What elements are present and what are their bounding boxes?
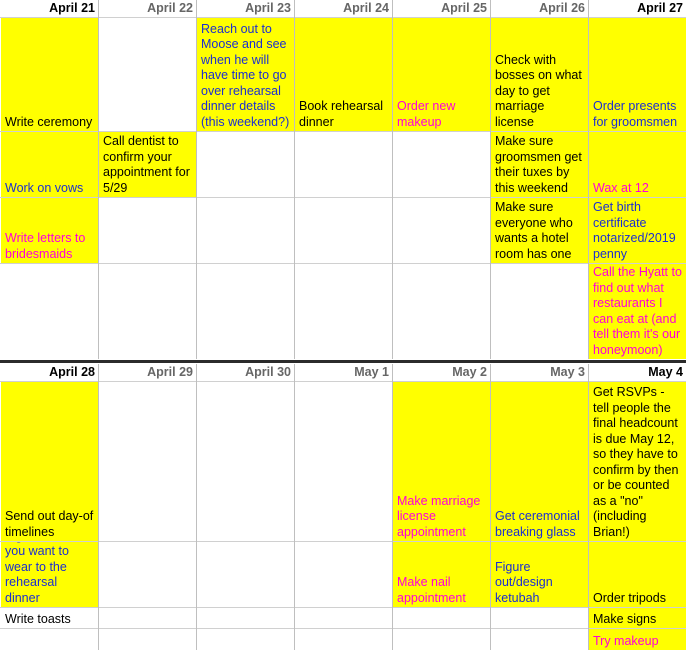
empty-cell[interactable]: [393, 264, 490, 359]
task-text: Reach out to Moose and see when he will have time to go over rehearsal dinner details (this weekend?): [201, 21, 290, 129]
task-cell[interactable]: [1, 18, 98, 131]
task-text: you want to wear to the rehearsal dinner: [5, 544, 69, 605]
task-cell[interactable]: [491, 132, 588, 197]
grid-row-line: [0, 197, 686, 198]
task-text: Book rehearsal dinner: [299, 99, 384, 129]
task-text: Get ceremonial breaking glass: [495, 509, 580, 539]
empty-cell[interactable]: [393, 198, 490, 263]
grid-row-line: [0, 381, 686, 382]
task-text: Wax at 12: [593, 180, 649, 195]
empty-cell[interactable]: [295, 542, 392, 607]
task-text: Make signs: [593, 611, 657, 626]
empty-cell[interactable]: [197, 198, 294, 263]
week-separator: [0, 360, 686, 363]
task-cell[interactable]: [99, 132, 196, 197]
grid-column-line: [196, 0, 197, 359]
day-header[interactable]: April 25: [441, 1, 487, 15]
task-cell[interactable]: [589, 18, 686, 131]
task-cell[interactable]: [589, 132, 686, 197]
grid-column-line: [98, 364, 99, 650]
day-header[interactable]: April 23: [245, 1, 291, 15]
empty-cell[interactable]: [1, 264, 98, 359]
grid-column-line: [490, 0, 491, 359]
grid-column-line: [392, 0, 393, 359]
empty-cell[interactable]: [197, 382, 294, 541]
day-header[interactable]: April 28: [49, 365, 95, 379]
empty-cell[interactable]: [491, 629, 588, 650]
task-text: Make nail appointment: [397, 575, 466, 605]
empty-cell[interactable]: [393, 608, 490, 628]
grid-column-line: [196, 364, 197, 650]
day-header[interactable]: April 24: [343, 1, 389, 15]
empty-cell[interactable]: [295, 608, 392, 628]
empty-cell[interactable]: [197, 264, 294, 359]
task-cell[interactable]: [589, 198, 686, 263]
empty-cell[interactable]: [197, 629, 294, 650]
empty-cell[interactable]: [295, 264, 392, 359]
task-cell[interactable]: [589, 264, 686, 359]
task-cell[interactable]: [589, 382, 686, 541]
grid-column-line: [588, 364, 589, 650]
task-text: Make sure groomsmen get their tuxes by this weekend: [495, 134, 582, 195]
task-text: Write ceremony: [5, 114, 93, 129]
grid-column-line: [294, 0, 295, 359]
grid-column-line: [294, 364, 295, 650]
day-header[interactable]: April 30: [245, 365, 291, 379]
empty-cell[interactable]: [99, 198, 196, 263]
day-header[interactable]: May 3: [550, 365, 585, 379]
grid-row-line: [0, 131, 686, 132]
task-cell[interactable]: [1, 542, 98, 607]
task-text: Make sure everyone who wants a hotel room has one: [495, 200, 573, 261]
empty-cell[interactable]: [99, 608, 196, 628]
grid-row-line: [0, 541, 686, 542]
task-cell[interactable]: [1, 382, 98, 541]
day-header[interactable]: April 27: [637, 1, 683, 15]
empty-cell[interactable]: [197, 542, 294, 607]
task-cell[interactable]: [491, 18, 588, 131]
task-text: Check with bosses on what day to get marriage license: [495, 52, 582, 129]
empty-cell[interactable]: [295, 132, 392, 197]
task-cell[interactable]: [1, 198, 98, 263]
task-cell[interactable]: [491, 542, 588, 607]
grid-row-line: [0, 263, 686, 264]
task-cell[interactable]: [589, 542, 686, 607]
task-cell[interactable]: [491, 198, 588, 263]
task-text: Get RSVPs - tell people the final headcount is due May 12, so they have to confirm by then or be counted as a "no" (including Brian!): [593, 385, 679, 539]
task-cell[interactable]: [295, 18, 392, 131]
grid-row-line: [0, 628, 686, 629]
empty-cell[interactable]: [295, 198, 392, 263]
empty-cell[interactable]: [295, 629, 392, 650]
day-header[interactable]: April 21: [49, 1, 95, 15]
empty-cell[interactable]: [491, 264, 588, 359]
task-text: Call dentist to confirm your appointment for 5/29: [103, 134, 190, 195]
task-text: Make marriage license appointment: [397, 493, 481, 539]
task-text: Order tripods: [593, 590, 666, 605]
empty-cell[interactable]: [99, 18, 196, 131]
day-header[interactable]: May 1: [354, 365, 389, 379]
task-cell[interactable]: [1, 132, 98, 197]
task-cell[interactable]: [197, 18, 294, 131]
task-cell[interactable]: [491, 382, 588, 541]
task-text: Try makeup: [593, 633, 659, 648]
empty-cell[interactable]: [99, 629, 196, 650]
grid-column-line: [588, 0, 589, 359]
grid-column-line: [392, 364, 393, 650]
grid-column-line: [490, 364, 491, 650]
task-text: Write letters to bridesmaids: [5, 231, 86, 261]
task-text: Order new makeup: [397, 99, 456, 129]
task-text: Figure out/design ketubah: [495, 559, 553, 605]
day-header[interactable]: April 26: [539, 1, 585, 15]
task-cell[interactable]: [393, 382, 490, 541]
task-text: Write toasts: [5, 611, 71, 626]
task-text: Get birth certificate notarized/2019 penny: [593, 200, 676, 261]
day-header[interactable]: May 4: [648, 365, 683, 379]
grid-row-line: [0, 17, 686, 18]
empty-cell[interactable]: [491, 608, 588, 628]
task-cell[interactable]: [589, 629, 686, 650]
empty-cell[interactable]: [393, 132, 490, 197]
day-header[interactable]: May 2: [452, 365, 487, 379]
empty-cell[interactable]: [197, 132, 294, 197]
empty-cell[interactable]: [99, 264, 196, 359]
day-header[interactable]: April 29: [147, 365, 193, 379]
task-cell[interactable]: [393, 18, 490, 131]
task-cell[interactable]: [393, 542, 490, 607]
task-text: Order presents for groomsmen: [593, 99, 678, 129]
empty-cell[interactable]: [197, 608, 294, 628]
grid-column-line: [98, 0, 99, 359]
empty-cell[interactable]: [1, 629, 98, 650]
task-text: Send out day-of timelines: [5, 509, 94, 539]
empty-cell[interactable]: [99, 542, 196, 607]
task-cell[interactable]: [589, 608, 686, 628]
empty-cell[interactable]: [393, 629, 490, 650]
empty-cell[interactable]: [99, 382, 196, 541]
grid-row-line: [0, 607, 686, 608]
task-cell[interactable]: [1, 608, 98, 628]
task-text: Work on vows: [5, 180, 84, 195]
task-text: Call the Hyatt to find out what restaurants I can eat at (and tell them it's our honeymoon): [593, 265, 682, 357]
empty-cell[interactable]: [295, 382, 392, 541]
day-header[interactable]: April 22: [147, 1, 193, 15]
